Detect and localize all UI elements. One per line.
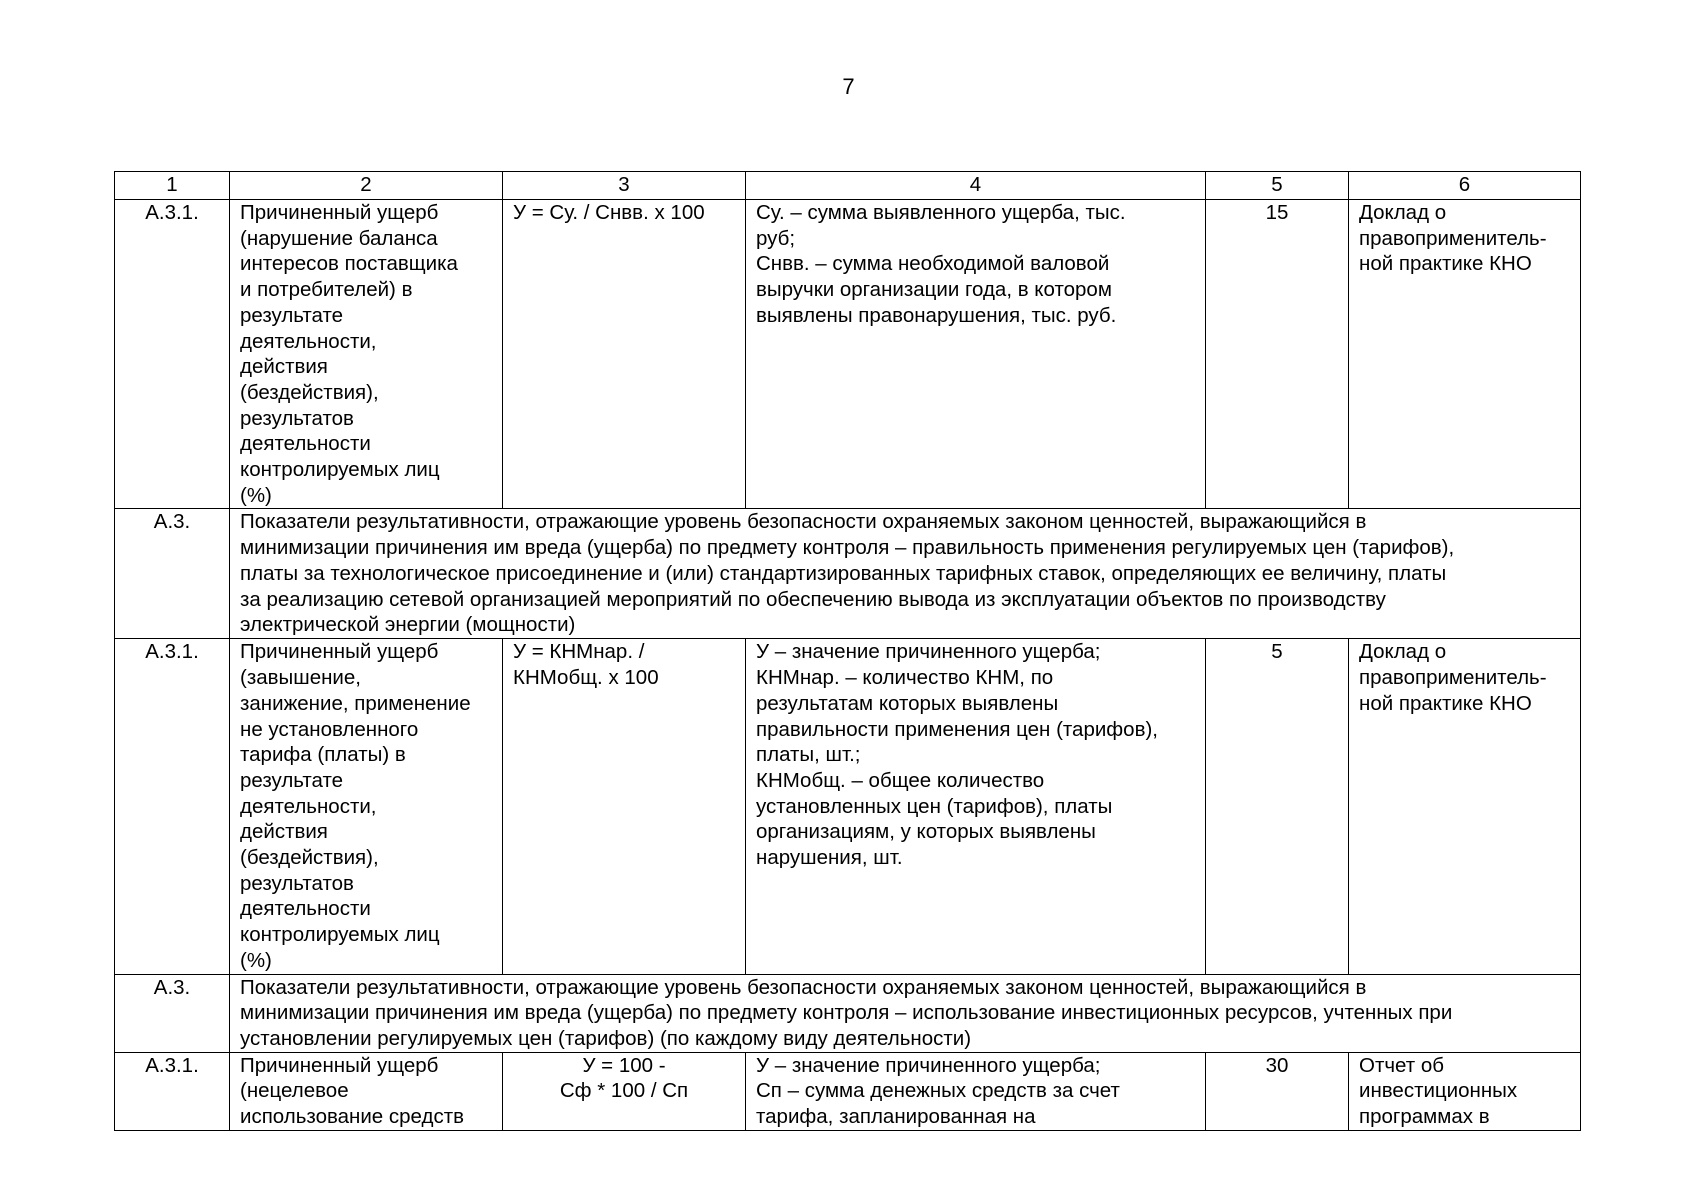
indicator-formula xyxy=(503,1052,746,1130)
text-line: деятельности xyxy=(240,897,371,921)
text-line: за реализацию сетевой организацией мероприятий по обеспечению вывода из эксплуатации объектов по производству xyxy=(240,587,1386,611)
text-line: КНМобщ. – общее количество xyxy=(756,768,1045,792)
table-row xyxy=(115,639,1581,974)
text-line: (бездействия), xyxy=(240,380,379,404)
text-line: (нарушение баланса xyxy=(240,226,438,250)
text-line: минимизации причинения им вреда (ущерба) по предмету контроля – использование инвестиционных ресурсов, учтенных при xyxy=(240,1001,1453,1025)
indicator-description xyxy=(746,1052,1206,1130)
section-text xyxy=(230,974,1581,1052)
formula-line: Сф * 100 / Сп xyxy=(559,1079,689,1103)
indicator-code: А.3.1. xyxy=(115,1052,230,1130)
text-line: руб; xyxy=(756,226,796,250)
text-line: ной практике КНО xyxy=(1359,691,1532,715)
table-header-row xyxy=(115,172,1581,200)
indicator-description xyxy=(746,200,1206,509)
text-line: Причиненный ущерб xyxy=(240,1053,439,1077)
text-line: тарифа (платы) в xyxy=(240,743,406,767)
text-line: установленных цен (тарифов), платы xyxy=(756,794,1113,818)
formula-line: КНМобщ. x 100 xyxy=(513,666,659,690)
text-line: (бездействия), xyxy=(240,846,379,870)
text-line: выявлены правонарушения, тыс. руб. xyxy=(756,303,1117,327)
text-line: результате xyxy=(240,303,344,327)
indicator-name xyxy=(230,639,503,974)
section-code: А.3. xyxy=(115,509,230,639)
text-line: программах в xyxy=(1359,1105,1490,1129)
text-line: Причиненный ущерб xyxy=(240,201,439,224)
text-line: (%) xyxy=(240,483,272,507)
formula-line: У = КНМнар. / xyxy=(513,640,645,664)
text-line: контролируемых лиц xyxy=(240,458,440,482)
text-line: (%) xyxy=(240,948,272,972)
text-line: электрической энергии (мощности) xyxy=(240,613,576,637)
text-line: и потребителей) в xyxy=(240,278,413,302)
text-line: У – значение причиненного ущерба; xyxy=(756,640,1101,664)
formula-line: У = 100 - xyxy=(582,1053,666,1077)
text-line: результате xyxy=(240,768,344,792)
indicator-source xyxy=(1349,1052,1581,1130)
section-text xyxy=(230,509,1581,639)
text-line: (завышение, xyxy=(240,666,361,690)
text-line: действия xyxy=(240,355,328,379)
text-line: деятельности, xyxy=(240,329,377,353)
text-line: платы за технологическое присоединение и (или) стандартизированных тарифных ставок, определяющих ее величину, платы xyxy=(240,561,1447,585)
text-line: действия xyxy=(240,820,328,844)
text-line: нарушения, шт. xyxy=(756,846,903,870)
indicator-value: 5 xyxy=(1206,639,1349,974)
column-header: 5 xyxy=(1206,172,1349,200)
text-line: Сп – сумма денежных средств за счет xyxy=(756,1079,1120,1103)
text-line: интересов поставщика xyxy=(240,252,458,276)
text-line: платы, шт.; xyxy=(756,743,861,767)
text-line: выручки организации года, в котором xyxy=(756,278,1112,302)
text-line: Причиненный ущерб xyxy=(240,640,439,664)
text-line: занижение, применение xyxy=(240,691,471,715)
text-line: ной практике КНО xyxy=(1359,252,1532,276)
text-line: правоприменитель- xyxy=(1359,226,1547,250)
page-number: 7 xyxy=(842,74,855,99)
text-line: результатам которых выявлены xyxy=(756,691,1059,715)
indicator-description xyxy=(746,639,1206,974)
table-row xyxy=(115,200,1581,509)
indicator-formula xyxy=(503,200,746,509)
indicator-source xyxy=(1349,639,1581,974)
indicators-table xyxy=(114,171,1581,1131)
section-code: А.3. xyxy=(115,974,230,1052)
text-line: минимизации причинения им вреда (ущерба) по предмету контроля – правильность применения регулируемых цен (тарифов), xyxy=(240,536,1455,560)
text-line: деятельности xyxy=(240,432,371,456)
text-line: Отчет об xyxy=(1359,1053,1444,1077)
section-row xyxy=(115,509,1581,639)
text-line: Показатели результативности, отражающие уровень безопасности охраняемых законом ценностей, выражающийся в xyxy=(240,510,1367,534)
section-row xyxy=(115,974,1581,1052)
column-header: 1 xyxy=(115,172,230,200)
indicator-source xyxy=(1349,200,1581,509)
indicator-formula xyxy=(503,639,746,974)
indicator-value: 15 xyxy=(1206,200,1349,509)
text-line: деятельности, xyxy=(240,794,377,818)
text-line: результатов xyxy=(240,871,354,895)
text-line: КНМнар. – количество КНМ, по xyxy=(756,666,1054,690)
indicator-code: А.3.1. xyxy=(115,200,230,509)
text-line: Доклад о xyxy=(1359,201,1447,224)
text-line: результатов xyxy=(240,406,354,430)
text-line: Снвв. – сумма необходимой валовой xyxy=(756,252,1110,276)
column-header: 4 xyxy=(746,172,1206,200)
text-line: Доклад о xyxy=(1359,640,1447,664)
text-line: тарифа, запланированная на xyxy=(756,1105,1036,1129)
column-header: 3 xyxy=(503,172,746,200)
text-line: правоприменитель- xyxy=(1359,666,1547,690)
text-line: организациям, у которых выявлены xyxy=(756,820,1096,844)
table-row xyxy=(115,1052,1581,1130)
text-line: использование средств xyxy=(240,1105,464,1129)
text-line: контролируемых лиц xyxy=(240,923,440,947)
text-line: не установленного xyxy=(240,717,419,741)
text-line: правильности применения цен (тарифов), xyxy=(756,717,1158,741)
text-line: Показатели результативности, отражающие уровень безопасности охраняемых законом ценностей, выражающийся в xyxy=(240,975,1367,999)
text-line: Су. – сумма выявленного ущерба, тыс. xyxy=(756,201,1126,224)
text-line: установлении регулируемых цен (тарифов) (по каждому виду деятельности) xyxy=(240,1026,972,1050)
indicator-name xyxy=(230,200,503,509)
indicator-name xyxy=(230,1052,503,1130)
text-line: У – значение причиненного ущерба; xyxy=(756,1053,1101,1077)
text-line: инвестиционных xyxy=(1359,1079,1518,1103)
indicator-code: А.3.1. xyxy=(115,639,230,974)
text-line: (нецелевое xyxy=(240,1079,349,1103)
indicator-value: 30 xyxy=(1206,1052,1349,1130)
formula-line: У = Су. / Снвв. x 100 xyxy=(513,201,705,224)
column-header: 2 xyxy=(230,172,503,200)
column-header: 6 xyxy=(1349,172,1581,200)
